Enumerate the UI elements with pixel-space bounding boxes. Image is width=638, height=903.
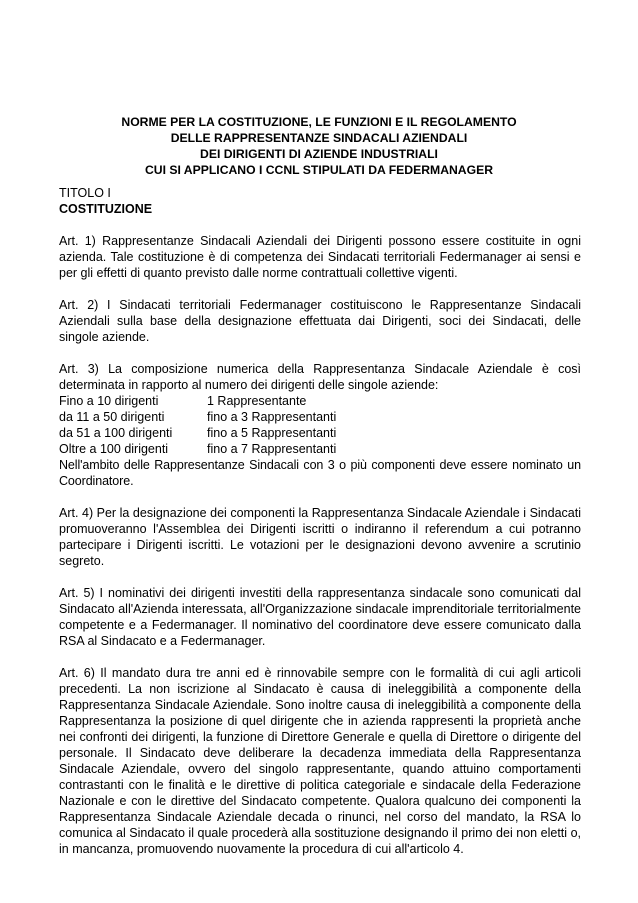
article-5: Art. 5) I nominativi dei dirigenti investiti della rappresentanza sindacale sono comunicati dal Sindacato all'Azienda interessata, all'Organizzazione sindacale imprenditoriale territorialmente competente e a Federmanager. Il nominativo del coordinatore deve essere comunicato dalla RSA al Sindacato e a Federmanager. [59,586,581,648]
table-row [59,425,581,441]
section-label: TITOLO I [59,186,111,200]
article-3-closing: Nell'ambito delle Rappresentanze Sindacali con 3 o più componenti deve essere nominato un Coordinatore. [59,458,581,488]
article-1: Art. 1) Rappresentanze Sindacali Aziendali dei Dirigenti possono essere costituite in ogni azienda. Tale costituzione è di competenza dei Sindacati territoriali Federmanager ai sensi e per gli effetti di quanto previsto dalle norme contrattuali collettive vigenti. [59,234,581,280]
row-reps: 1 Rappresentante [207,394,307,408]
row-reps: fino a 7 Rappresentanti [207,442,337,456]
row-range: Oltre a 100 dirigenti [59,442,169,456]
article-4-line-1: Art. 4) Per la designazione dei componenti la Rappresentanza Sindacale Aziendale i Sindacati [59,506,581,520]
table-row [59,393,581,409]
title-line-3: DEI DIRIGENTI DI AZIENDE INDUSTRIALI [200,147,438,161]
row-range: da 11 a 50 dirigenti [59,410,165,424]
title-line-2: DELLE RAPPRESENTANZE SINDACALI AZIENDALI [170,131,468,145]
article-2: Art. 2) I Sindacati territoriali Federmanager costituiscono le Rappresentanze Sindacali Aziendali sulla base della designazione effettuata dai Dirigenti, soci dei Sindacati, delle singole aziende. [59,298,581,344]
article-3-table [59,393,581,457]
row-reps: fino a 5 Rappresentanti [207,426,337,440]
article-3-intro: Art. 3) La composizione numerica della Rappresentanza Sindacale Aziendale è così determinata in rapporto al numero dei dirigenti delle singole aziende: [59,362,581,392]
article-4-rest: promuoveranno l'Assemblea dei Dirigenti iscritti o indiranno il referendum a cui potranno partecipare i Dirigenti iscritti. Le votazioni per le designazioni devono avvenire a scrutinio segreto. [59,522,581,568]
document-title [40,114,598,178]
section-heading: COSTITUZIONE [59,202,153,216]
title-line-4: CUI SI APPLICANO I CCNL STIPULATI DA FEDERMANAGER [144,163,494,177]
table-row [59,409,581,425]
title-line-1: NORME PER LA COSTITUZIONE, LE FUNZIONI E IL REGOLAMENTO [121,115,517,129]
row-range: Fino a 10 dirigenti [59,394,159,408]
document-body [59,185,581,857]
table-row [59,441,581,457]
article-6: Art. 6) Il mandato dura tre anni ed è rinnovabile sempre con le formalità di cui agli articoli precedenti. La non iscrizione al Sindacato è causa di ineleggibilità a componente della Rappresentanza Sindacale Aziendale. Sono inoltre causa di ineleggibilità a componente della Rappresentanza la posizione di quel dirigente che in azienda rappresenti la proprietà anche nei confronti dei dirigenti, la funzione di Direttore Generale e quella di Direttore o dirigente del personale. Il Sindacato deve deliberare la decadenza immediata della Rappresentanza Sindacale Aziendale, ovvero del singolo rappresentante, quando attuino comportamenti contrastanti con le finalità e le direttive di politica categoriale e sindacale della Federazione Nazionale e con le direttive del Sindacato competente. Qualora qualcuno dei componenti la Rappresentanza Sindacale Aziendale decada o rinunci, nel corso del mandato, la RSA lo comunica al Sindacato il quale procederà alla sostituzione designando il primo dei non eletti o, in mancanza, promuovendo nuovamente la procedura di cui all'articolo 4. [59,666,581,856]
row-reps: fino a 3 Rappresentanti [207,410,337,424]
row-range: da 51 a 100 dirigenti [59,426,173,440]
